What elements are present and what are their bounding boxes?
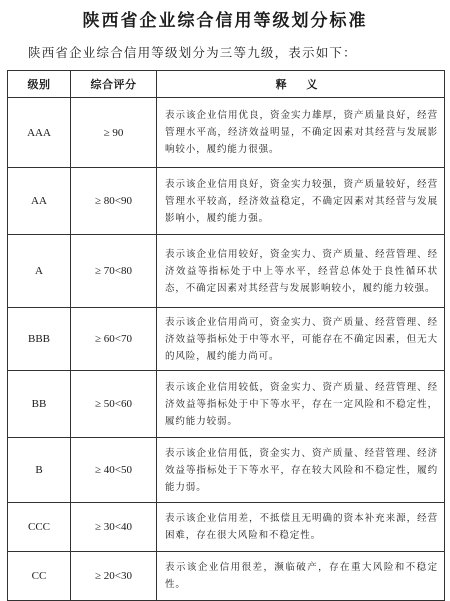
meaning-cell: 表示该企业信用差，不抵偿且无明确的资本补充来源，经营困难，存在很大风险和不稳定性。 — [157, 503, 445, 552]
level-cell: AAA — [8, 98, 71, 168]
score-cell: ≥ 70<80 — [71, 235, 157, 308]
meaning-cell: 表示该企业信用尚可，资金实力、资产质量、经营管理、经济效益等指标处于中等水平，可能存在不确定因素，但无大的风险，履约能力尚可。 — [157, 308, 445, 371]
table-row — [8, 168, 445, 235]
document-title: 陕西省企业综合信用等级划分标准 — [82, 11, 368, 31]
level-cell: CC — [8, 552, 71, 601]
table-row — [8, 552, 445, 601]
meaning-cell: 表示该企业信用很差，濒临破产，存在重大风险和不稳定性。 — [157, 552, 445, 601]
table-row — [8, 98, 445, 168]
meaning-cell: 表示该企业信用优良，资金实力雄厚，资产质量良好，经营管理水平高，经济效益明显，不确定因素对其经营与发展影响较小，履约能力很强。 — [157, 98, 445, 168]
table-header-row — [8, 71, 445, 98]
level-cell: A — [8, 235, 71, 308]
score-cell: ≥ 40<50 — [71, 438, 157, 503]
level-cell: B — [8, 438, 71, 503]
level-cell: AA — [8, 168, 71, 235]
meaning-cell: 表示该企业信用较好，资金实力、资产质量、经营管理、经济效益等指标处于中上等水平，经营总体处于良性循环状态，不确定因素对其经营与发展影响较小，履约能力较强。 — [157, 235, 445, 308]
score-cell: ≥ 80<90 — [71, 168, 157, 235]
level-cell: BBB — [8, 308, 71, 371]
level-cell: BB — [8, 371, 71, 438]
score-cell: ≥ 90 — [71, 98, 157, 168]
intro-paragraph: 陕西省企业综合信用等级划分为三等九级，表示如下： — [28, 45, 357, 60]
table-row — [8, 438, 445, 503]
score-cell: ≥ 20<30 — [71, 552, 157, 601]
table-row — [8, 503, 445, 552]
header-score: 综合评分 — [71, 71, 157, 98]
meaning-cell: 表示该企业信用较低，资金实力、资产质量、经营管理、经济效益等指标处于中下等水平，存在一定风险和不稳定性，履约能力较弱。 — [157, 371, 445, 438]
table-row — [8, 235, 445, 308]
table-row — [8, 308, 445, 371]
level-cell: CCC — [8, 503, 71, 552]
header-meaning: 释 义 — [157, 71, 445, 98]
header-level: 级别 — [8, 71, 71, 98]
table-row — [8, 371, 445, 438]
meaning-cell: 表示该企业信用良好，资金实力较强，资产质量较好，经营管理水平较高，经济效益稳定，不确定因素对其经营与发展影响小，履约能力强。 — [157, 168, 445, 235]
credit-rating-table — [7, 70, 445, 601]
meaning-cell: 表示该企业信用低，资金实力、资产质量、经营管理、经济效益等指标处于下等水平，存在较大风险和不稳定性，履约能力弱。 — [157, 438, 445, 503]
score-cell: ≥ 60<70 — [71, 308, 157, 371]
score-cell: ≥ 50<60 — [71, 371, 157, 438]
score-cell: ≥ 30<40 — [71, 503, 157, 552]
